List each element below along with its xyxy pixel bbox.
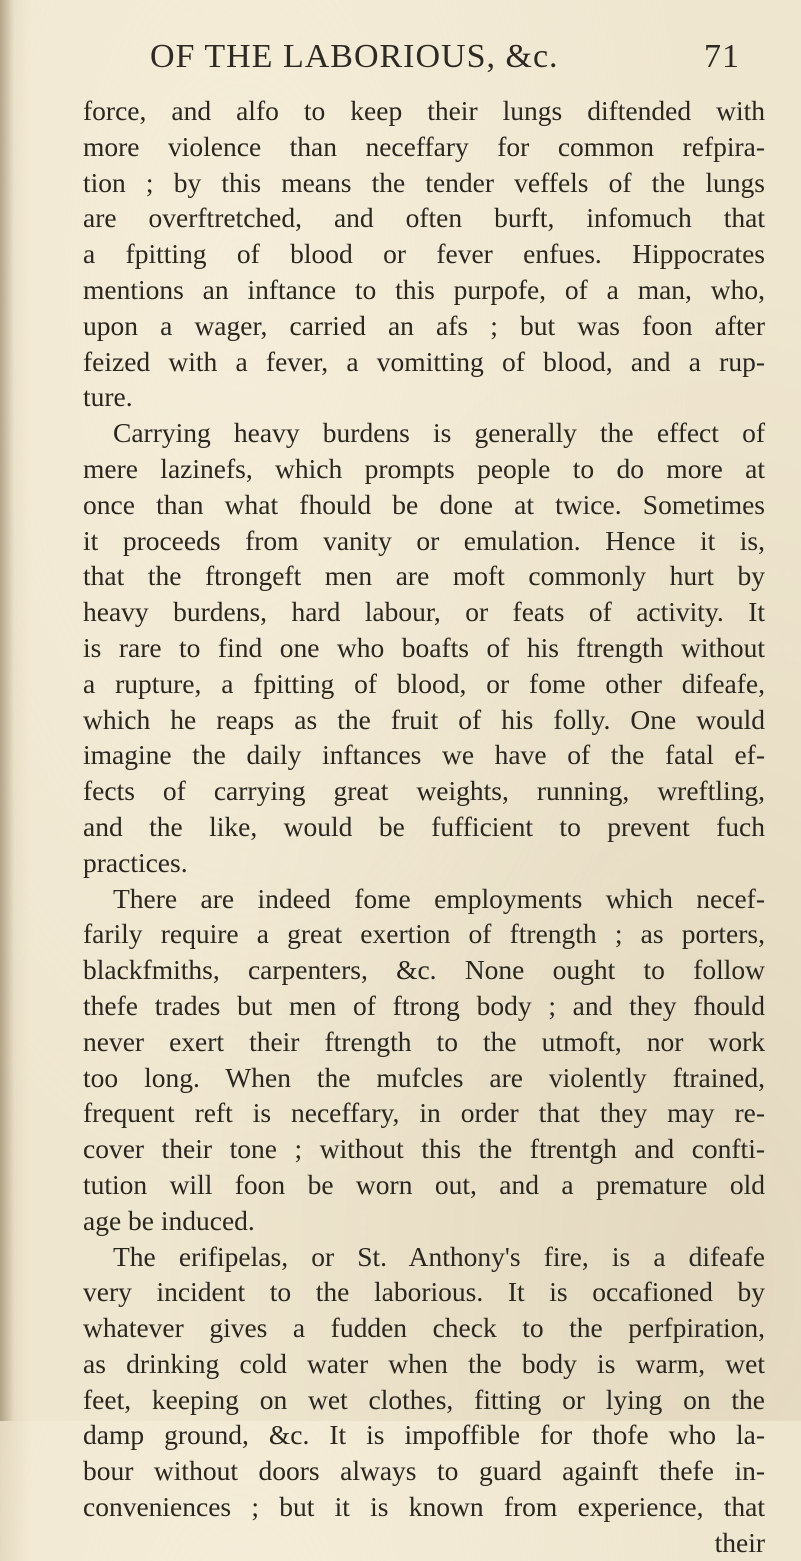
text-line: mentions an inftance to this purpofe, of a man, who, <box>83 273 765 305</box>
text-line: blackfmiths, carpenters, &c. None ought to follow <box>83 954 765 986</box>
text-line: The erifipelas, or St. Anthony's fire, is a difeafe <box>113 1240 765 1272</box>
text-line: feized with a fever, a vomitting of blood, and a rup- <box>83 345 765 377</box>
text-line: fects of carrying great weights, running, wreftling, <box>83 775 765 807</box>
text-line: conveniences ; but it is known from experience, that <box>83 1491 765 1523</box>
text-line: cover their tone ; without this the ftrentgh and confti- <box>83 1133 765 1165</box>
text-line: too long. When the mufcles are violently ftrained, <box>83 1061 765 1093</box>
text-line: their <box>714 1526 765 1558</box>
text-line: imagine the daily inftances we have of the fatal ef- <box>83 739 765 771</box>
text-line: mere lazinefs, which prompts people to do more at <box>83 452 765 484</box>
text-line: a fpitting of blood or fever enfues. Hippocrates <box>83 238 765 270</box>
text-line: once than what fhould be done at twice. Sometimes <box>83 488 765 520</box>
running-head <box>150 38 750 78</box>
text-line: force, and alfo to keep their lungs diftended with <box>83 95 765 126</box>
text-line: thefe trades but men of ftrong body ; and they fhould <box>83 989 765 1021</box>
text-line: tution will foon be worn out, and a premature old <box>83 1168 765 1200</box>
text-line: more violence than neceffary for common refpira- <box>83 130 765 162</box>
text-line: never exert their ftrength to the utmoft, nor work <box>83 1025 765 1057</box>
text-line: practices. <box>83 846 188 878</box>
page-gutter-shadow <box>0 0 14 1421</box>
text-line: a rupture, a fpitting of blood, or fome other difeafe, <box>83 667 765 699</box>
text-line: ture. <box>83 381 133 413</box>
text-line: whatever gives a fudden check to the perfpiration, <box>83 1312 765 1344</box>
text-line: which he reaps as the fruit of his folly. One would <box>83 703 765 735</box>
body-text <box>83 93 765 1561</box>
text-line: is rare to find one who boafts of his ftrength without <box>83 631 765 663</box>
running-title: OF THE LABORIOUS, &c. <box>150 38 559 75</box>
text-line: frequent reft is neceffary, in order that they may re- <box>83 1097 765 1129</box>
text-line: feet, keeping on wet clothes, fitting or lying on the <box>83 1383 765 1415</box>
text-line: bour without doors always to guard againft thefe in- <box>83 1455 765 1487</box>
page-number: 71 <box>704 38 740 75</box>
text-line: very incident to the laborious. It is occafioned by <box>83 1276 765 1308</box>
text-line: Carrying heavy burdens is generally the effect of <box>113 417 765 449</box>
text-line: damp ground, &c. It is impoffible for thofe who la- <box>83 1419 765 1451</box>
text-line: heavy burdens, hard labour, or feats of activity. It <box>83 596 765 628</box>
text-line: it proceeds from vanity or emulation. Hence it is, <box>83 524 765 556</box>
text-line: There are indeed fome employments which necef- <box>113 882 765 914</box>
text-line: upon a wager, carried an afs ; but was foon after <box>83 309 765 341</box>
text-line: as drinking cold water when the body is warm, wet <box>83 1347 765 1379</box>
text-line: tion ; by this means the tender veffels of the lungs <box>83 166 765 198</box>
text-line: and the like, would be fufficient to prevent fuch <box>83 810 765 842</box>
text-line: that the ftrongeft men are moft commonly hurt by <box>83 560 765 592</box>
text-line: age be induced. <box>83 1204 255 1236</box>
text-line: are overftretched, and often burft, infomuch that <box>83 202 765 234</box>
text-line: farily require a great exertion of ftrength ; as porters, <box>83 918 765 950</box>
